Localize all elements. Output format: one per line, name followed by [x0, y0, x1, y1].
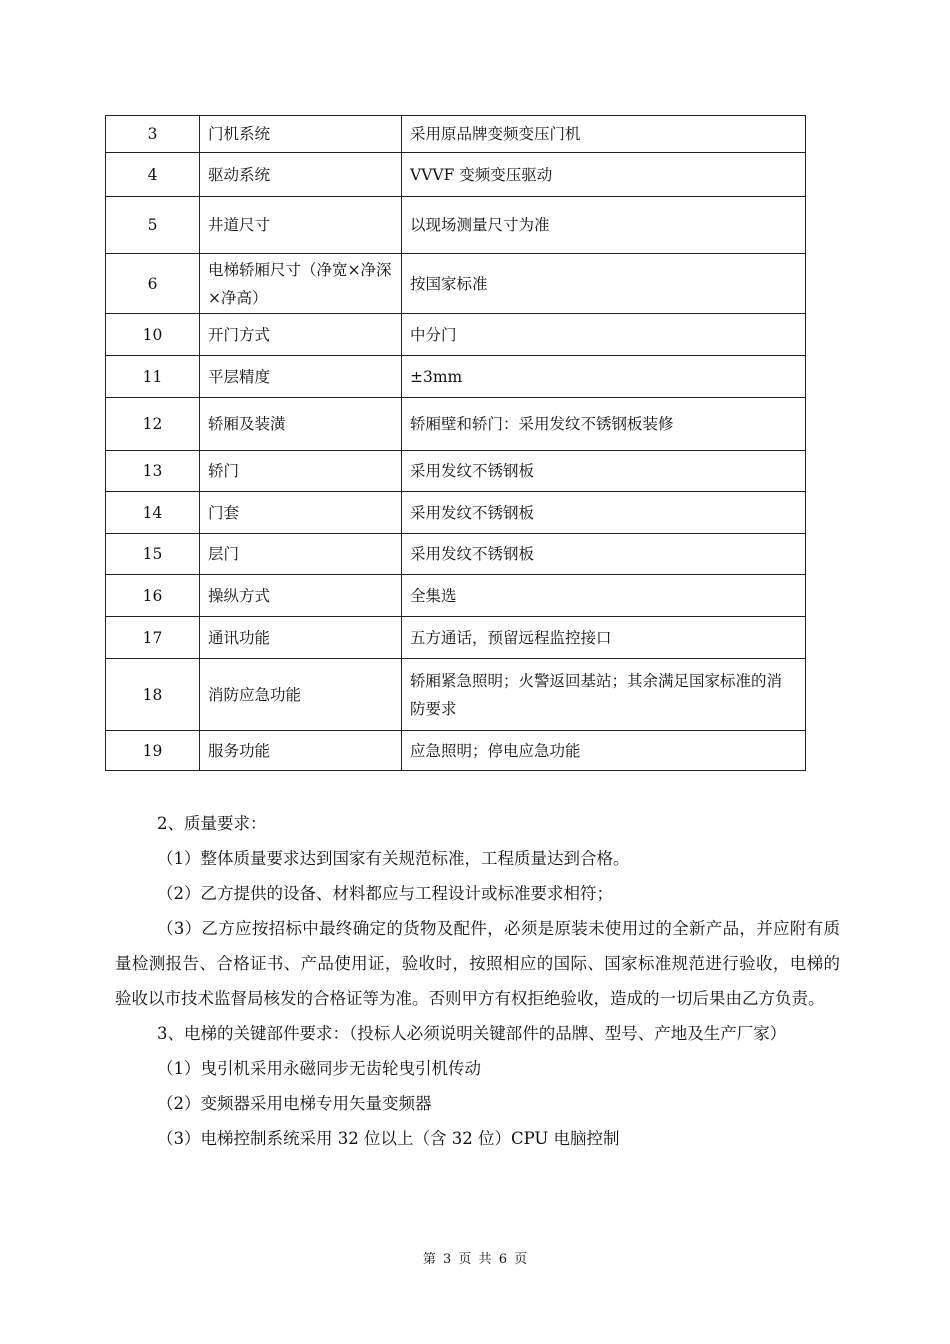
- row-item: 开门方式: [200, 314, 402, 356]
- row-number: 12: [106, 398, 200, 451]
- table-row: [106, 731, 806, 771]
- row-number: 5: [106, 197, 200, 254]
- row-spec: 轿厢紧急照明；火警返回基站；其余满足国家标准的消防要求: [402, 659, 806, 731]
- row-number: 10: [106, 314, 200, 356]
- row-spec: 采用发纹不锈钢板: [402, 492, 806, 534]
- row-item: 门套: [200, 492, 402, 534]
- row-item: 通讯功能: [200, 617, 402, 659]
- page-number-footer: 第 3 页 共 6 页: [422, 1252, 528, 1267]
- row-spec: VVVF 变频变压驱动: [402, 153, 806, 197]
- parts-paragraph-3: （3）电梯控制系统采用 32 位以上（含 32 位）CPU 电脑控制: [157, 1129, 620, 1148]
- row-number: 17: [106, 617, 200, 659]
- table-row: [106, 398, 806, 451]
- row-number: 16: [106, 575, 200, 617]
- table-row: [106, 617, 806, 659]
- quality-paragraph-1: （1）整体质量要求达到国家有关规范标准，工程质量达到合格。: [157, 849, 630, 868]
- parts-paragraph-1: （1）曳引机采用永磁同步无齿轮曳引机传动: [157, 1059, 481, 1078]
- row-item: 驱动系统: [200, 153, 402, 197]
- row-number: 11: [106, 356, 200, 398]
- quality-heading: 2、质量要求：: [157, 814, 267, 833]
- table-row: [106, 534, 806, 575]
- table-row: [106, 356, 806, 398]
- row-spec: 五方通话，预留远程监控接口: [402, 617, 806, 659]
- row-item: 平层精度: [200, 356, 402, 398]
- row-number: 3: [106, 116, 200, 153]
- row-item: 门机系统: [200, 116, 402, 153]
- parts-paragraph-2: （2）变频器采用电梯专用矢量变频器: [157, 1094, 432, 1113]
- row-number: 13: [106, 451, 200, 492]
- row-number: 14: [106, 492, 200, 534]
- row-item: 轿门: [200, 451, 402, 492]
- row-spec: 采用发纹不锈钢板: [402, 451, 806, 492]
- row-number: 6: [106, 254, 200, 314]
- row-item: 操纵方式: [200, 575, 402, 617]
- row-spec: 按国家标准: [402, 254, 806, 314]
- table-row: [106, 197, 806, 254]
- row-item: 电梯轿厢尺寸（净宽×净深×净高）: [200, 254, 402, 314]
- row-number: 18: [106, 659, 200, 731]
- document-body: [115, 806, 840, 1156]
- row-spec: 中分门: [402, 314, 806, 356]
- table-row: [106, 153, 806, 197]
- row-number: 15: [106, 534, 200, 575]
- table-row: [106, 659, 806, 731]
- row-item: 消防应急功能: [200, 659, 402, 731]
- table-row: [106, 314, 806, 356]
- row-item: 井道尺寸: [200, 197, 402, 254]
- parts-heading: 3、电梯的关键部件要求：（投标人必须说明关键部件的品牌、型号、产地及生产厂家）: [157, 1024, 787, 1043]
- table-row: [106, 254, 806, 314]
- table-row: [106, 575, 806, 617]
- quality-paragraph-3: （3）乙方应按招标中最终确定的货物及配件，必须是原装未使用过的全新产品，并应附有质量检测报告、合格证书、产品使用证，验收时，按照相应的国际、国家标准规范进行验收，电梯的验收以市技术监督局核发的合格证等为准。否则甲方有权拒绝验收，造成的一切后果由乙方负责。: [115, 919, 840, 1008]
- table-row: [106, 492, 806, 534]
- table-row: [106, 116, 806, 153]
- row-spec: 全集选: [402, 575, 806, 617]
- row-item: 层门: [200, 534, 402, 575]
- row-spec: 采用发纹不锈钢板: [402, 534, 806, 575]
- row-item: 服务功能: [200, 731, 402, 771]
- spec-table: [105, 115, 806, 771]
- row-spec: ±3mm: [402, 356, 806, 398]
- row-spec: 轿厢壁和轿门：采用发纹不锈钢板装修: [402, 398, 806, 451]
- row-number: 19: [106, 731, 200, 771]
- quality-paragraph-2: （2）乙方提供的设备、材料都应与工程设计或标准要求相符；: [157, 884, 613, 903]
- table-row: [106, 451, 806, 492]
- row-item: 轿厢及装潢: [200, 398, 402, 451]
- row-spec: 应急照明；停电应急功能: [402, 731, 806, 771]
- row-number: 4: [106, 153, 200, 197]
- row-spec: 采用原品牌变频变压门机: [402, 116, 806, 153]
- row-spec: 以现场测量尺寸为准: [402, 197, 806, 254]
